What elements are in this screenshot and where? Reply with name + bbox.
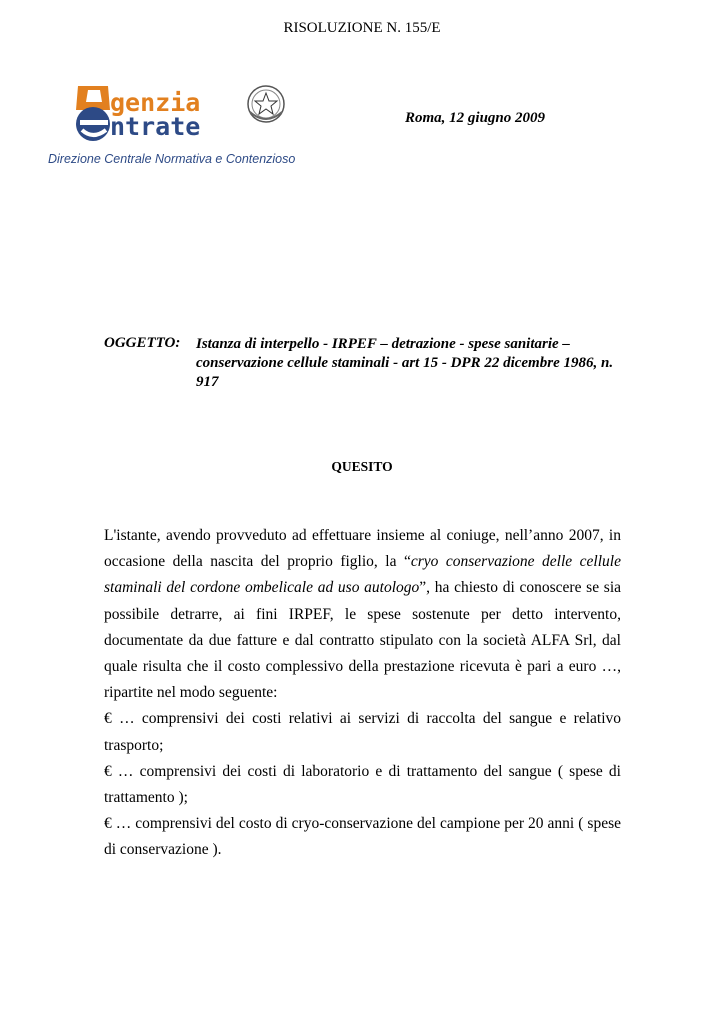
italian-republic-emblem-icon xyxy=(248,86,284,122)
logo-word-ntrate: ntrate xyxy=(110,112,201,141)
expense-item: € … comprensivi dei costi di laboratorio e di trattamento del sangue ( spese di trattamento ); xyxy=(104,762,621,807)
expense-item: € … comprensivi dei costi relativi ai servizi di raccolta del sangue e relativo trasporto; xyxy=(104,710,621,754)
intro-paragraph xyxy=(104,523,621,706)
expense-item: € … comprensivi del costo di cryo-conservazione del campione per 20 anni ( spese di conservazione ). xyxy=(104,815,621,859)
document-title: RISOLUZIONE N. 155/E xyxy=(283,20,441,36)
intro-text-end: ”, ha chiesto di conoscere se sia possibile detrarre, ai fini IRPEF, le spese sostenute per detto intervento, documentate da due fatture e dal contratto stipulato con la società ALFA Srl, dal quale risulta che il costo complessivo della prestazione ricevuta è pari a euro …, ripartite nel modo seguente: xyxy=(104,579,621,702)
document-date: Roma, 12 giugno 2009 xyxy=(405,110,546,126)
subject-label: OGGETTO: xyxy=(104,335,181,351)
logo-mark-icon xyxy=(76,86,110,141)
body-section xyxy=(104,523,621,864)
logo-word-genzia: genzia xyxy=(110,88,201,117)
department-name: Direzione Centrale Normativa e Contenzioso xyxy=(48,152,296,166)
subject-text: Istanza di interpello - IRPEF – detrazione - spese sanitarie – conservazione cellule staminali - art 15 - DPR 22 dicembre 1986, n. 917 xyxy=(196,336,614,390)
intro-text-italic: cryo conservazione delle cellule staminali del cordone ombelicale ad uso autologo xyxy=(104,553,621,597)
section-heading-quesito: QUESITO xyxy=(331,459,393,474)
intro-text-start: L'istante, avendo provveduto ad effettuare insieme al coniuge, nell’anno 2007, in occasione della nascita del proprio figlio, la “ xyxy=(104,527,621,571)
